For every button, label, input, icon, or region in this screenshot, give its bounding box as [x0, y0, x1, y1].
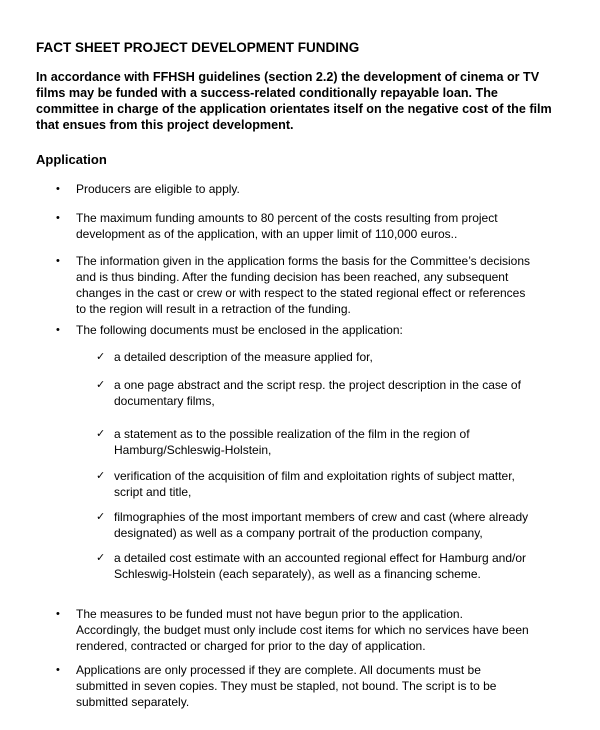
list-item-line: submitted in seven copies. They must be stapled, not bound. The script is to be: [76, 679, 497, 693]
checkmark-icon: ✓: [96, 428, 106, 440]
checkmark-icon: ✓: [96, 351, 106, 363]
list-item-line: The following documents must be enclosed in the application:: [76, 323, 403, 337]
document-checklist-item: [96, 377, 544, 409]
list-item: [56, 662, 546, 710]
bullet-icon: •: [56, 608, 60, 620]
list-item-line: The information given in the application forms the basis for the Committee’s decisions: [76, 254, 531, 268]
list-item-line: to the region will result in a retraction of the funding.: [76, 302, 351, 316]
list-item-line: submitted separately.: [76, 695, 190, 709]
document-title: FACT SHEET PROJECT DEVELOPMENT FUNDING: [36, 40, 360, 55]
intro-line: films may be funded with a success-related conditionally repayable loan. The: [36, 86, 498, 100]
bullet-icon: •: [56, 212, 60, 224]
list-item-line: changes in the cast or crew or with respect to the stated regional effect or references: [76, 286, 526, 300]
bullet-icon: •: [56, 255, 60, 267]
document-checklist-item: [96, 349, 544, 365]
list-item-line: documentary films,: [114, 394, 215, 408]
bullet-icon: •: [56, 183, 60, 195]
list-item: [56, 253, 546, 317]
list-item-line: rendered, contracted or charged for prior to the day of application.: [76, 639, 426, 653]
list-item: [56, 322, 546, 338]
list-item-line: and is thus binding. After the funding decision has been reached, any subsequent: [76, 270, 509, 284]
list-item-line: The measures to be funded must not have begun prior to the application.: [76, 607, 463, 621]
list-item-line: a detailed cost estimate with an accounted regional effect for Hamburg and/or: [114, 551, 527, 565]
list-item-line: The maximum funding amounts to 80 percent of the costs resulting from project: [76, 211, 498, 225]
list-item: [56, 210, 546, 242]
list-item-line: Schleswig-Holstein (each separately), as well as a financing scheme.: [114, 567, 481, 581]
list-item-line: script and title,: [114, 485, 192, 499]
checkmark-icon: ✓: [96, 511, 106, 523]
list-item-line: a detailed description of the measure applied for,: [114, 350, 373, 364]
intro-line: that ensues from this project development.: [36, 118, 294, 132]
intro-line: In accordance with FFHSH guidelines (section 2.2) the development of cinema or TV: [36, 70, 540, 84]
checkmark-icon: ✓: [96, 552, 106, 564]
list-item-line: Hamburg/Schleswig-Holstein,: [114, 443, 272, 457]
document-checklist-item: [96, 426, 544, 458]
checkmark-icon: ✓: [96, 379, 106, 391]
list-item: [56, 181, 546, 197]
bullet-icon: •: [56, 664, 60, 676]
list-item-line: Applications are only processed if they are complete. All documents must be: [76, 663, 481, 677]
document-checklist-item: [96, 468, 544, 500]
section-heading-application: Application: [36, 152, 107, 167]
list-item-line: filmographies of the most important members of crew and cast (where already: [114, 510, 529, 524]
list-item-line: designated) as well as a company portrait of the production company,: [114, 526, 483, 540]
intro-line: committee in charge of the application orientates itself on the negative cost of the film: [36, 102, 552, 116]
list-item-line: Accordingly, the budget must only include cost items for which no services have been: [76, 623, 529, 637]
list-item-line: a statement as to the possible realization of the film in the region of: [114, 427, 470, 441]
intro-paragraph: [36, 69, 556, 133]
list-item-line: development as of the application, with an upper limit of 110,000 euros..: [76, 227, 458, 241]
checkmark-icon: ✓: [96, 470, 106, 482]
list-item-line: a one page abstract and the script resp. the project description in the case of: [114, 378, 521, 392]
list-item-line: verification of the acquisition of film and exploitation rights of subject matter,: [114, 469, 515, 483]
list-item-line: Producers are eligible to apply.: [76, 182, 240, 196]
list-item: [56, 606, 546, 654]
document-checklist-item: [96, 550, 544, 582]
document-checklist-item: [96, 509, 544, 541]
bullet-icon: •: [56, 324, 60, 336]
